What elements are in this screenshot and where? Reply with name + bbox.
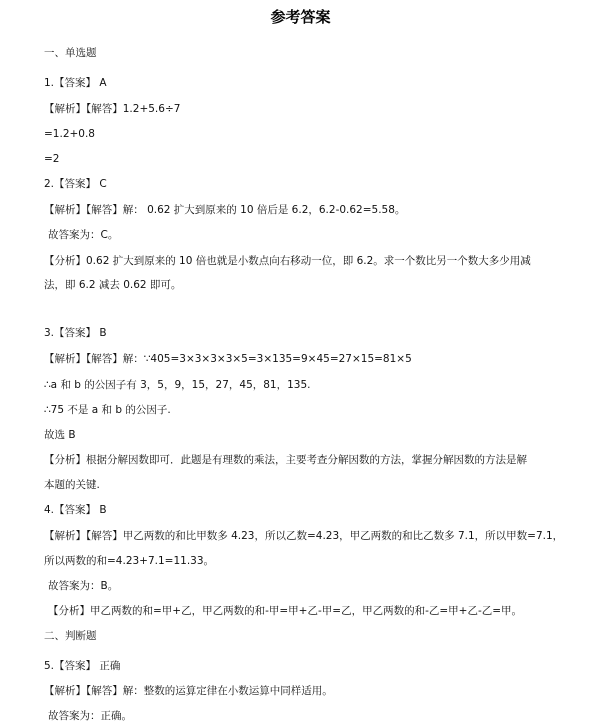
conclusion-line: 故答案为：正确。 — [48, 710, 132, 722]
explanation-line: =2 — [44, 153, 60, 165]
explanation-line: 所以两数的和=4.23+7.1=11.33。 — [44, 555, 215, 567]
explanation-line: 【解析】【解答】甲乙两数的和比甲数多 4.23，所以乙数=4.23，甲乙两数的和比乙数多 7.1，所以甲数=7.1， — [44, 530, 564, 542]
section-heading-true-false: 二、判断题 — [44, 630, 97, 642]
answer-line: 3.【答案】 B — [44, 327, 107, 339]
answer-line: 2.【答案】 C — [44, 178, 107, 190]
explanation-line: 【解析】【解答】解：∵405=3×3×3×3×5=3×135=9×45=27×15=81×5 — [44, 353, 412, 365]
analysis-line: 【分析】0.62 扩大到原来的 10 倍也就是小数点向右移动一位，即 6.2。求一个数比另一个数大多少用减 — [44, 255, 531, 267]
explanation-line: 【解析】【解答】1.2+5.6÷7 — [44, 103, 181, 115]
conclusion-line: 故答案为：B。 — [48, 580, 119, 592]
section-heading-single-choice: 一、单选题 — [44, 47, 97, 59]
explanation-line: ∴75 不是 a 和 b 的公因子. — [44, 404, 171, 416]
explanation-line: 【解析】【解答】解：整数的运算定律在小数运算中同样适用。 — [44, 685, 333, 697]
page-title: 参考答案 — [270, 8, 331, 26]
analysis-line: 【分析】根据分解因数即可．此题是有理数的乘法，主要考查分解因数的方法，掌握分解因数的方法是解 — [44, 454, 527, 466]
explanation-line: ∴a 和 b 的公因子有 3，5，9，15，27，45，81，135. — [44, 379, 311, 391]
conclusion-line: 故选 B — [44, 429, 76, 441]
analysis-line: 【分析】甲乙两数的和=甲+乙，甲乙两数的和-甲=甲+乙-甲=乙，甲乙两数的和-乙=甲+乙-乙=甲。 — [48, 605, 523, 617]
answer-line: 4.【答案】 B — [44, 504, 107, 516]
answer-line: 5.【答案】 正确 — [44, 660, 121, 672]
explanation-line: 【解析】【解答】解： 0.62 扩大到原来的 10 倍后是 6.2，6.2-0.62=5.58。 — [44, 204, 406, 216]
explanation-line: =1.2+0.8 — [44, 128, 95, 140]
conclusion-line: 故答案为：C。 — [48, 229, 119, 241]
analysis-line: 法，即 6.2 减去 0.62 即可。 — [44, 279, 182, 291]
analysis-line: 本题的关键. — [44, 479, 100, 491]
answer-line: 1.【答案】 A — [44, 77, 107, 89]
